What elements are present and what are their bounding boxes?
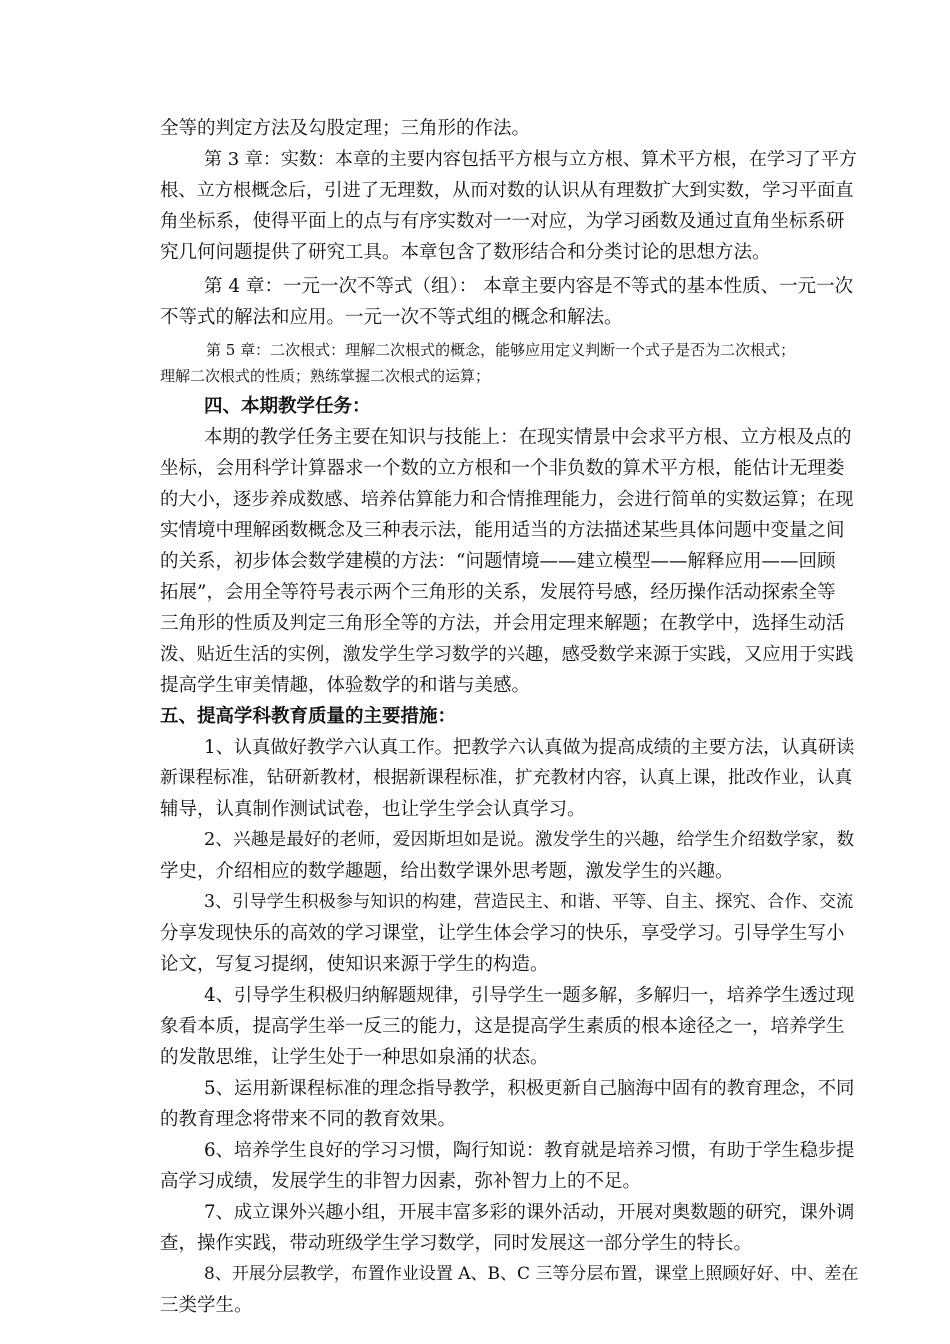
- paragraph-line: 查，操作实践，带动班级学生学习数学，同时发展这一部分学生的特长。: [160, 1233, 753, 1254]
- paragraph-line: 6、培养学生良好的学习习惯，陶行知说：教育就是培养习惯，有助于学生稳步提: [204, 1140, 855, 1161]
- paragraph-line: 三角形的性质及判定三角形全等的方法，并会用定理来解题；在教学中，选择生动活: [160, 613, 845, 634]
- paragraph-line: 3、引导学生积极参与知识的构建，营造民主、和谐、平等、自主、探究、合作、交流: [204, 892, 854, 912]
- paragraph-line: 拓展”，会用全等符号表示两个三角形的关系，发展符号感，经历操作活动探索全等: [160, 582, 836, 603]
- paragraph-line: 究几何问题提供了研究工具。本章包含了数形结合和分类讨论的思想方法。: [160, 242, 771, 263]
- paragraph-line: 论文，写复习提纲，使知识来源于学生的构造。: [160, 954, 549, 975]
- paragraph-line: 提高学生审美情趣，体验数学的和谐与美感。: [160, 675, 531, 696]
- measure-item-5: [160, 1073, 860, 1135]
- chapter-3-paragraph: [160, 144, 860, 268]
- paragraph-line: 8、开展分层教学，布置作业设置 A、B、C 三等分层布置，课堂上照顾好好、中、差在: [204, 1264, 859, 1284]
- paragraph-line: 理解二次根式的性质；熟练掌握二次根式的运算；: [160, 367, 491, 385]
- paragraph-line: 2、兴趣是最好的老师，爱因斯坦如是说。激发学生的兴趣，给学生介绍数学家，数: [204, 830, 855, 850]
- paragraph-line: 的教育理念将带来不同的教育效果。: [160, 1109, 457, 1130]
- paragraph-line: 5、运用新课程标准的理念指导教学，积极更新自己脑海中固有的教育理念，不同: [204, 1078, 855, 1099]
- paragraph-line: 第 5 章：二次根式：理解二次根式的概念，能够应用定义判断一个式子是否为二次根式；: [206, 341, 796, 359]
- document-page: [160, 113, 860, 1321]
- paragraph-line: 泼、贴近生活的实例，激发学生学习数学的兴趣，感受数学来源于实践，又应用于实践: [160, 644, 854, 665]
- paragraph-line: 根、立方根概念后，引进了无理数，从而对数的认识从有理数扩大到实数，学习平面直: [160, 180, 854, 201]
- paragraph-line: 全等的判定方法及勾股定理；三角形的作法。: [160, 118, 531, 139]
- paragraph-line: 本期的教学任务主要在知识与技能上：在现实情景中会求平方根、立方根及点的: [204, 427, 852, 448]
- paragraph-line: 的关系，初步体会数学建模的方法：“问题情境——建立模型——解释应用——回顾: [160, 551, 836, 572]
- chapter-4-paragraph: [160, 271, 860, 333]
- measure-item-1: [160, 732, 860, 825]
- paragraph-line: 第 4 章：一元一次不等式（组）： 本章主要内容是不等式的基本性质、一元一次: [204, 276, 854, 297]
- paragraph-line: 坐标，会用科学计算器求一个数的立方根和一个非负数的算术平方根，能估计无理娄: [160, 458, 845, 479]
- paragraph-line: 的发散思维，让学生处于一种思如泉涌的状态。: [160, 1047, 549, 1068]
- chapter-5-paragraph: [160, 337, 860, 389]
- paragraph-line: 的大小，逐步养成数感、培养估算能力和合情推理能力，会进行简单的实数运算；在现: [160, 489, 854, 510]
- paragraph-line: 象看本质，提高学生举一反三的能力，这是提高学生素质的根本途径之一，培养学生: [160, 1016, 845, 1037]
- measure-item-2: [160, 825, 860, 887]
- paragraph-line: 第 3 章：实数：本章的主要内容包括平方根与立方根、算术平方根，在学习了平方: [204, 149, 857, 170]
- paragraph-line: 角坐标系，使得平面上的点与有序实数对一一对应，为学习函数及通过直角坐标系研: [160, 211, 845, 232]
- measure-item-8: [160, 1259, 860, 1321]
- paragraph-line: 分享发现快乐的高效的学习课堂，让学生体会学习的快乐，享受学习。引导学生写小: [160, 923, 845, 944]
- section-4-body: [160, 422, 860, 701]
- paragraph-line: 7、成立课外兴趣小组，开展丰富多彩的课外活动，开展对奥数题的研究，课外调: [204, 1202, 855, 1223]
- measure-item-7: [160, 1197, 860, 1259]
- paragraph-line: 学史，介绍相应的数学趣题，给出数学课外思考题，激发学生的兴趣。: [160, 861, 734, 882]
- paragraph-line: 辅导，认真制作测试试卷，也让学生学会认真学习。: [160, 799, 586, 820]
- measure-item-3: [160, 887, 860, 980]
- section-4-heading: 四、本期教学任务：: [204, 396, 371, 417]
- measure-item-4: [160, 980, 860, 1073]
- paragraph-line: 实情境中理解函数概念及三种表示法，能用适当的方法描述某些具体问题中变量之间: [160, 520, 845, 541]
- paragraph-line: 新课程标准，钻研新教材，根据新课程标准，扩充教材内容，认真上课，批改作业，认真: [160, 768, 853, 788]
- paragraph-line: 不等式的解法和应用。一元一次不等式组的概念和解法。: [160, 307, 623, 328]
- section-5-heading: 五、提高学科教育质量的主要措施：: [160, 706, 457, 727]
- paragraph-line: 高学习成绩，发展学生的非智力因素，弥补智力上的不足。: [160, 1171, 642, 1192]
- paragraph-line: 三类学生。: [160, 1295, 253, 1316]
- paragraph-line: 1、认真做好教学六认真工作。把教学六认真做为提高成绩的主要方法，认真研读: [204, 737, 855, 758]
- measure-item-6: [160, 1135, 860, 1197]
- paragraph-line: 4、引导学生积极归纳解题规律，引导学生一题多解，多解归一，培养学生透过现: [204, 985, 855, 1006]
